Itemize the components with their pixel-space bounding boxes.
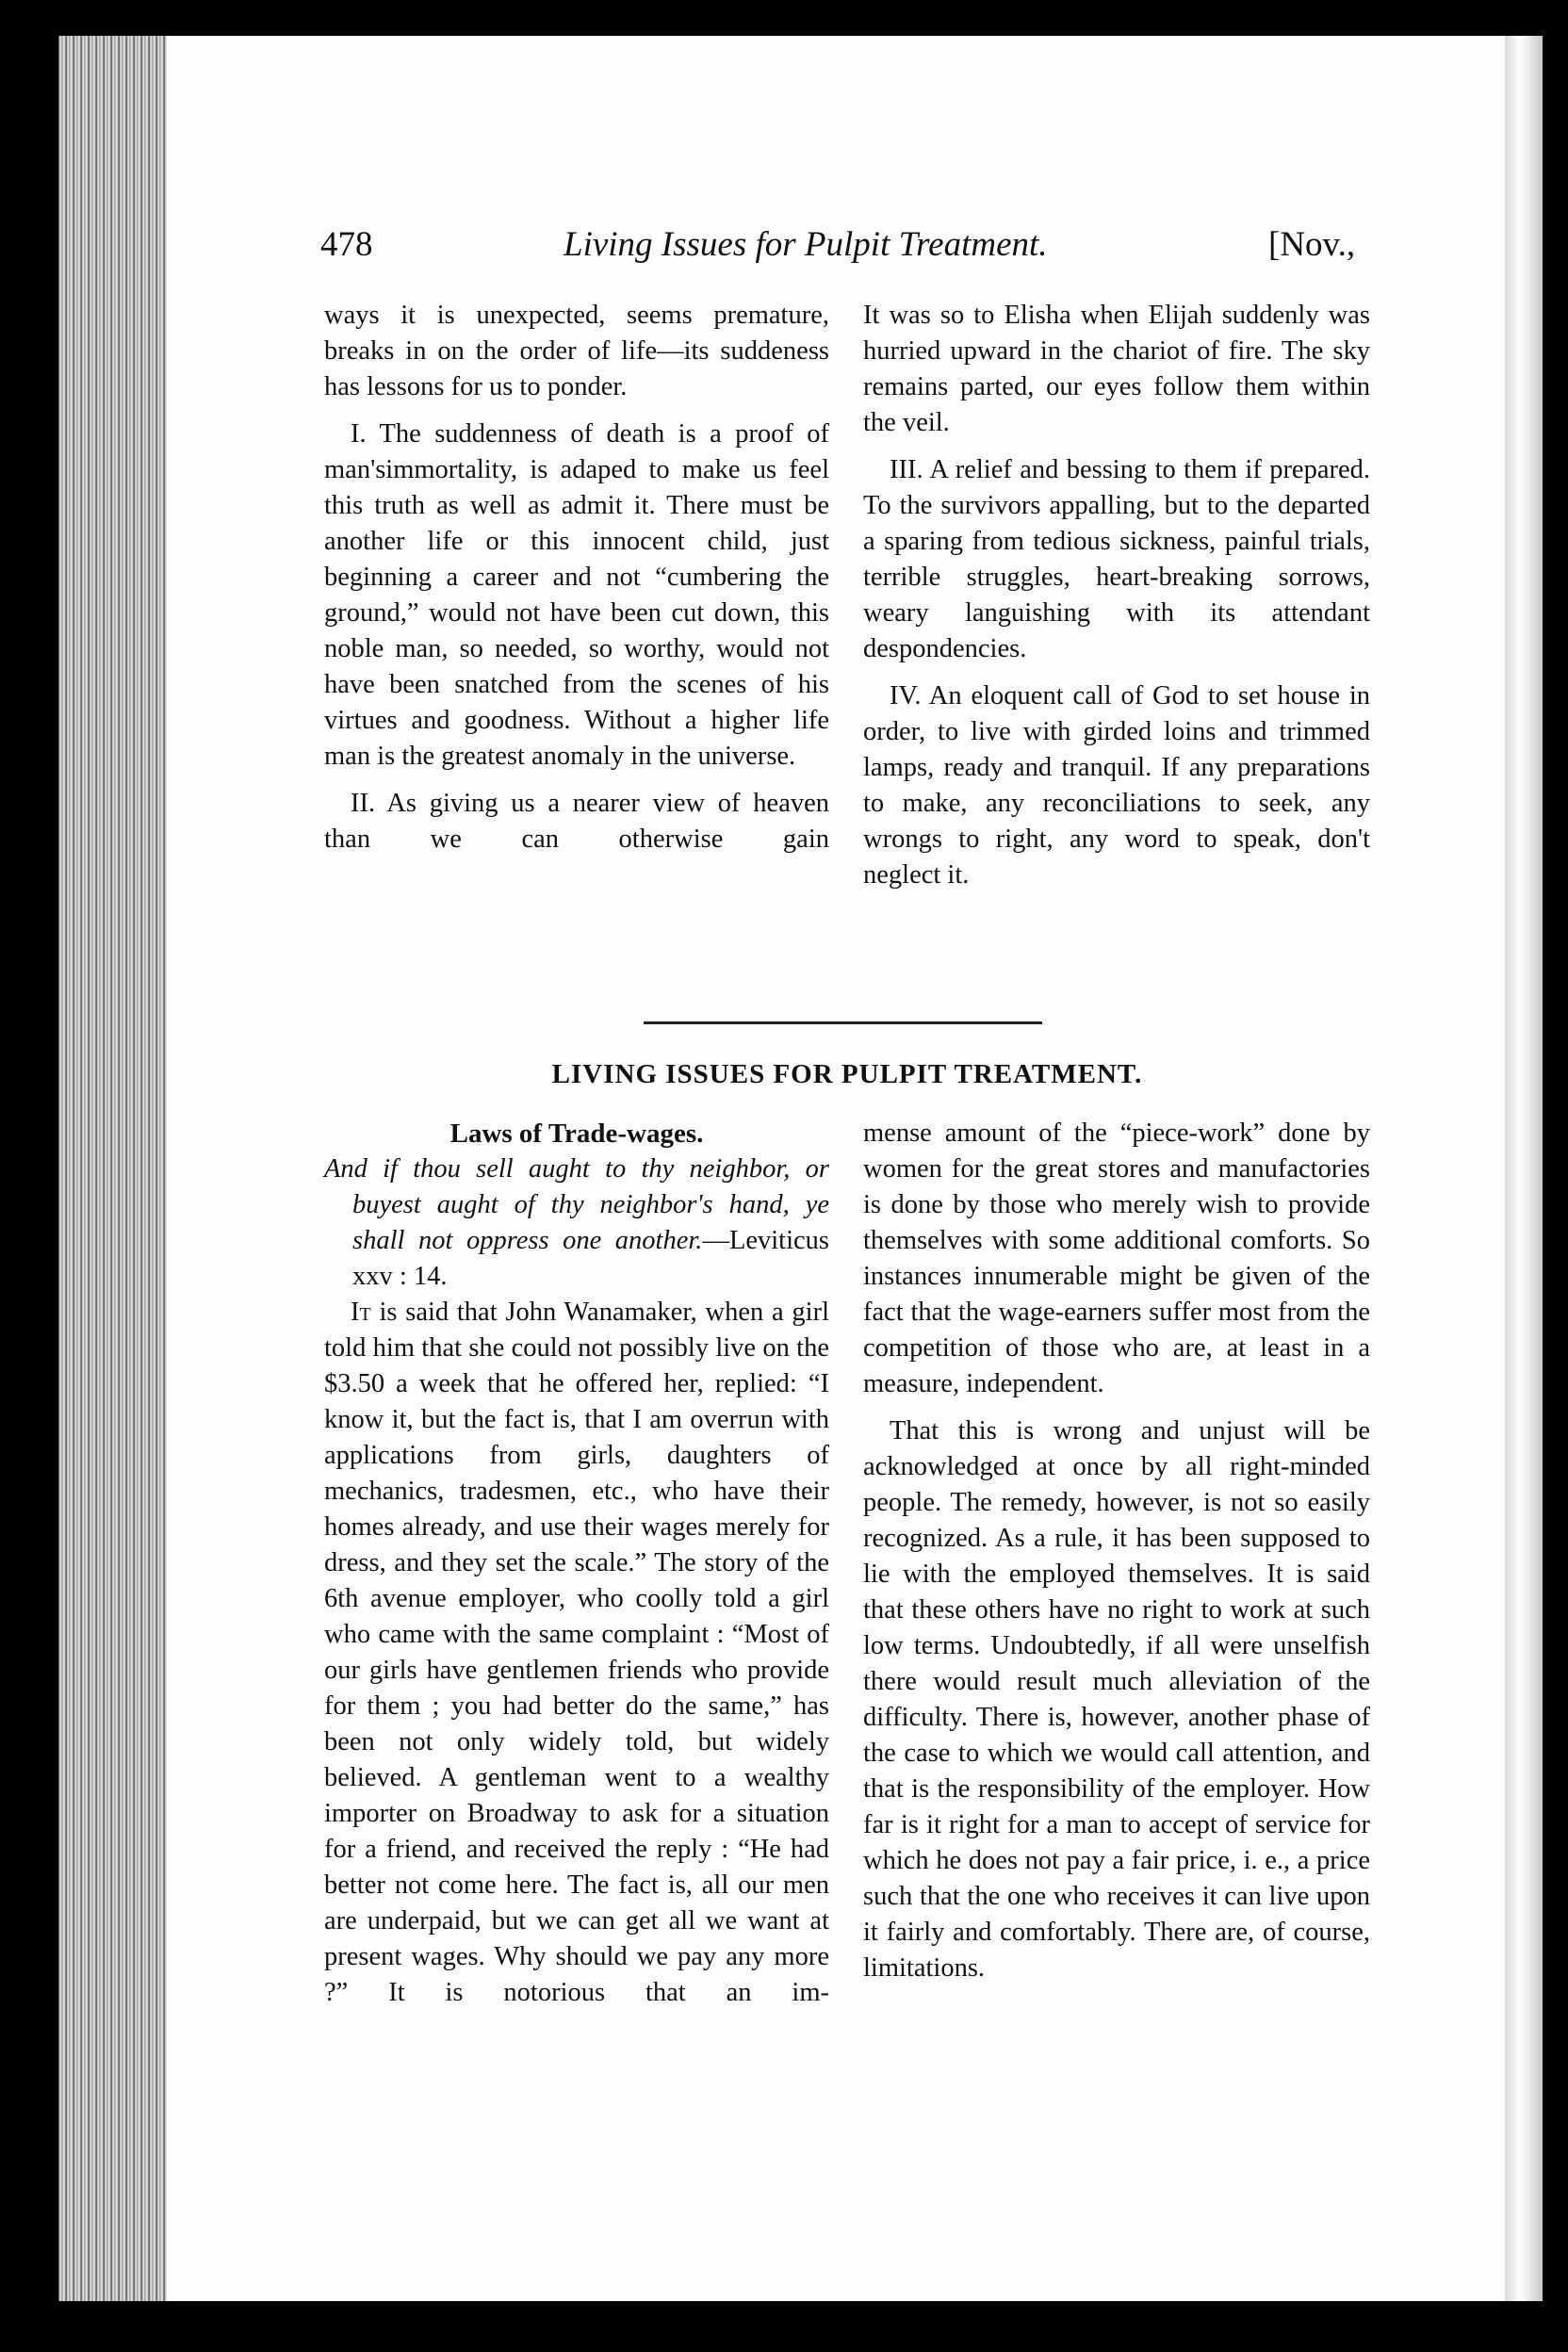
article-subheading: Laws of Trade-wages. <box>449 1119 704 1149</box>
paragraph <box>324 1295 829 2011</box>
page-number: 478 <box>320 225 373 264</box>
drop-word: It <box>351 1298 371 1327</box>
paragraph: II. As giving us a nearer view of heaven than we can otherwise gain <box>324 789 829 854</box>
section-divider <box>644 1021 1042 1024</box>
book-page-edges <box>58 36 168 2301</box>
paragraph: mense amount of the “piece-work” done by women for the great stores and manufactories is done by those who merely wish to provide themselves with some additional comforts. So instances innumerable might be given of the fact that the wage-earners suffer most from the competition of those who are, at least in a measure, independent. <box>863 1119 1370 1398</box>
paragraph: I. The suddenness of death is a proof of man'simmortality, is adaped to make us feel this truth as well as admit it. There must be another life or this innocent child, just beginning a career and not “cumbering the ground,” would not have been cut down, this noble man, so needed, so worthy, would not have been snatched from the scenes of his virtues and goodness. Without a higher life man is the greatest anomaly in the universe. <box>324 419 829 771</box>
bottom-right-column <box>863 1116 1370 1986</box>
bottom-left-column <box>324 1116 829 2011</box>
paragraph: That this is wrong and unjust will be acknowledged at once by all right-minded people. The remedy, however, is not so easily recognized. As a rule, it has been supposed to lie with the employed themselves. It is said that these others have no right to work at such low terms. Undoubtedly, if all were unselfish there would result much alleviation of the difficulty. There is, however, another phase of the case to which we would call attention, and that is the responsibility of the employer. How far is it right for a man to accept of service for which he does not pay a fair price, i. e., a price such that the one who receives it can live upon it fairly and comfortably. There are, of course, limitations. <box>863 1416 1370 1983</box>
running-title: Living Issues for Pulpit Treatment. <box>564 225 1048 264</box>
epigraph-reference: —Leviticus xxv : 14. <box>352 1226 829 1291</box>
paragraph: It was so to Elisha when Elijah suddenly was hurried upward in the chariot of fire. The sky remains parted, our eyes follow them within the veil. <box>863 301 1370 437</box>
paragraph: ways it is unexpected, seems premature, breaks in on the order of life—its suddeness has lessons for us to ponder. <box>324 301 829 401</box>
paragraph-body: is said that John Wanamaker, when a girl told him that she could not possibly live on the $3.50 a week that he offered her, replied: “I know it, but the fact is, that I am overrun with applications from girls, daughters of mechanics, tradesmen, etc., who have their homes already, and use their wages merely for dress, and they set the scale.” The story of the 6th avenue employer, who coolly told a girl who came with the same complaint : “Most of our girls have gentlemen friends who provide for them ; you had better do the same,” has been not only widely told, but widely believed. A gentleman went to a wealthy importer on Broadway to ask for a situation for a friend, and received the reply : “He had better not come here. The fact is, all our men are underpaid, but we can get all we want at present wages. Why should we pay any more ?” It is notorious that an im- <box>324 1298 829 2007</box>
paragraph: IV. An eloquent call of God to set house in order, to live with girded loins and trimmed lamps, ready and tranquil. If any preparations to make, any reconciliations to seek, any wrongs to right, any word to speak, don't neglect it. <box>863 681 1370 890</box>
epigraph-text: And if thou sell aught to thy neighbor, or buyest aught of thy neighbor's hand, ye shall not oppress one another. <box>324 1154 829 1255</box>
paragraph: III. A relief and bessing to them if prepared. To the survivors appalling, but to the departed a sparing from tedious sickness, painful trials, terrible struggles, heart-breaking sorrows, weary languishing with its attendant despondencies. <box>863 455 1370 663</box>
epigraph <box>324 1152 829 1295</box>
section-heading: LIVING ISSUES FOR PULPIT TREATMENT. <box>551 1059 1143 1089</box>
month-label: [Nov., <box>1268 225 1356 264</box>
top-left-column <box>324 298 829 858</box>
facing-page-edge <box>1505 36 1543 2301</box>
top-right-column <box>863 298 1370 893</box>
